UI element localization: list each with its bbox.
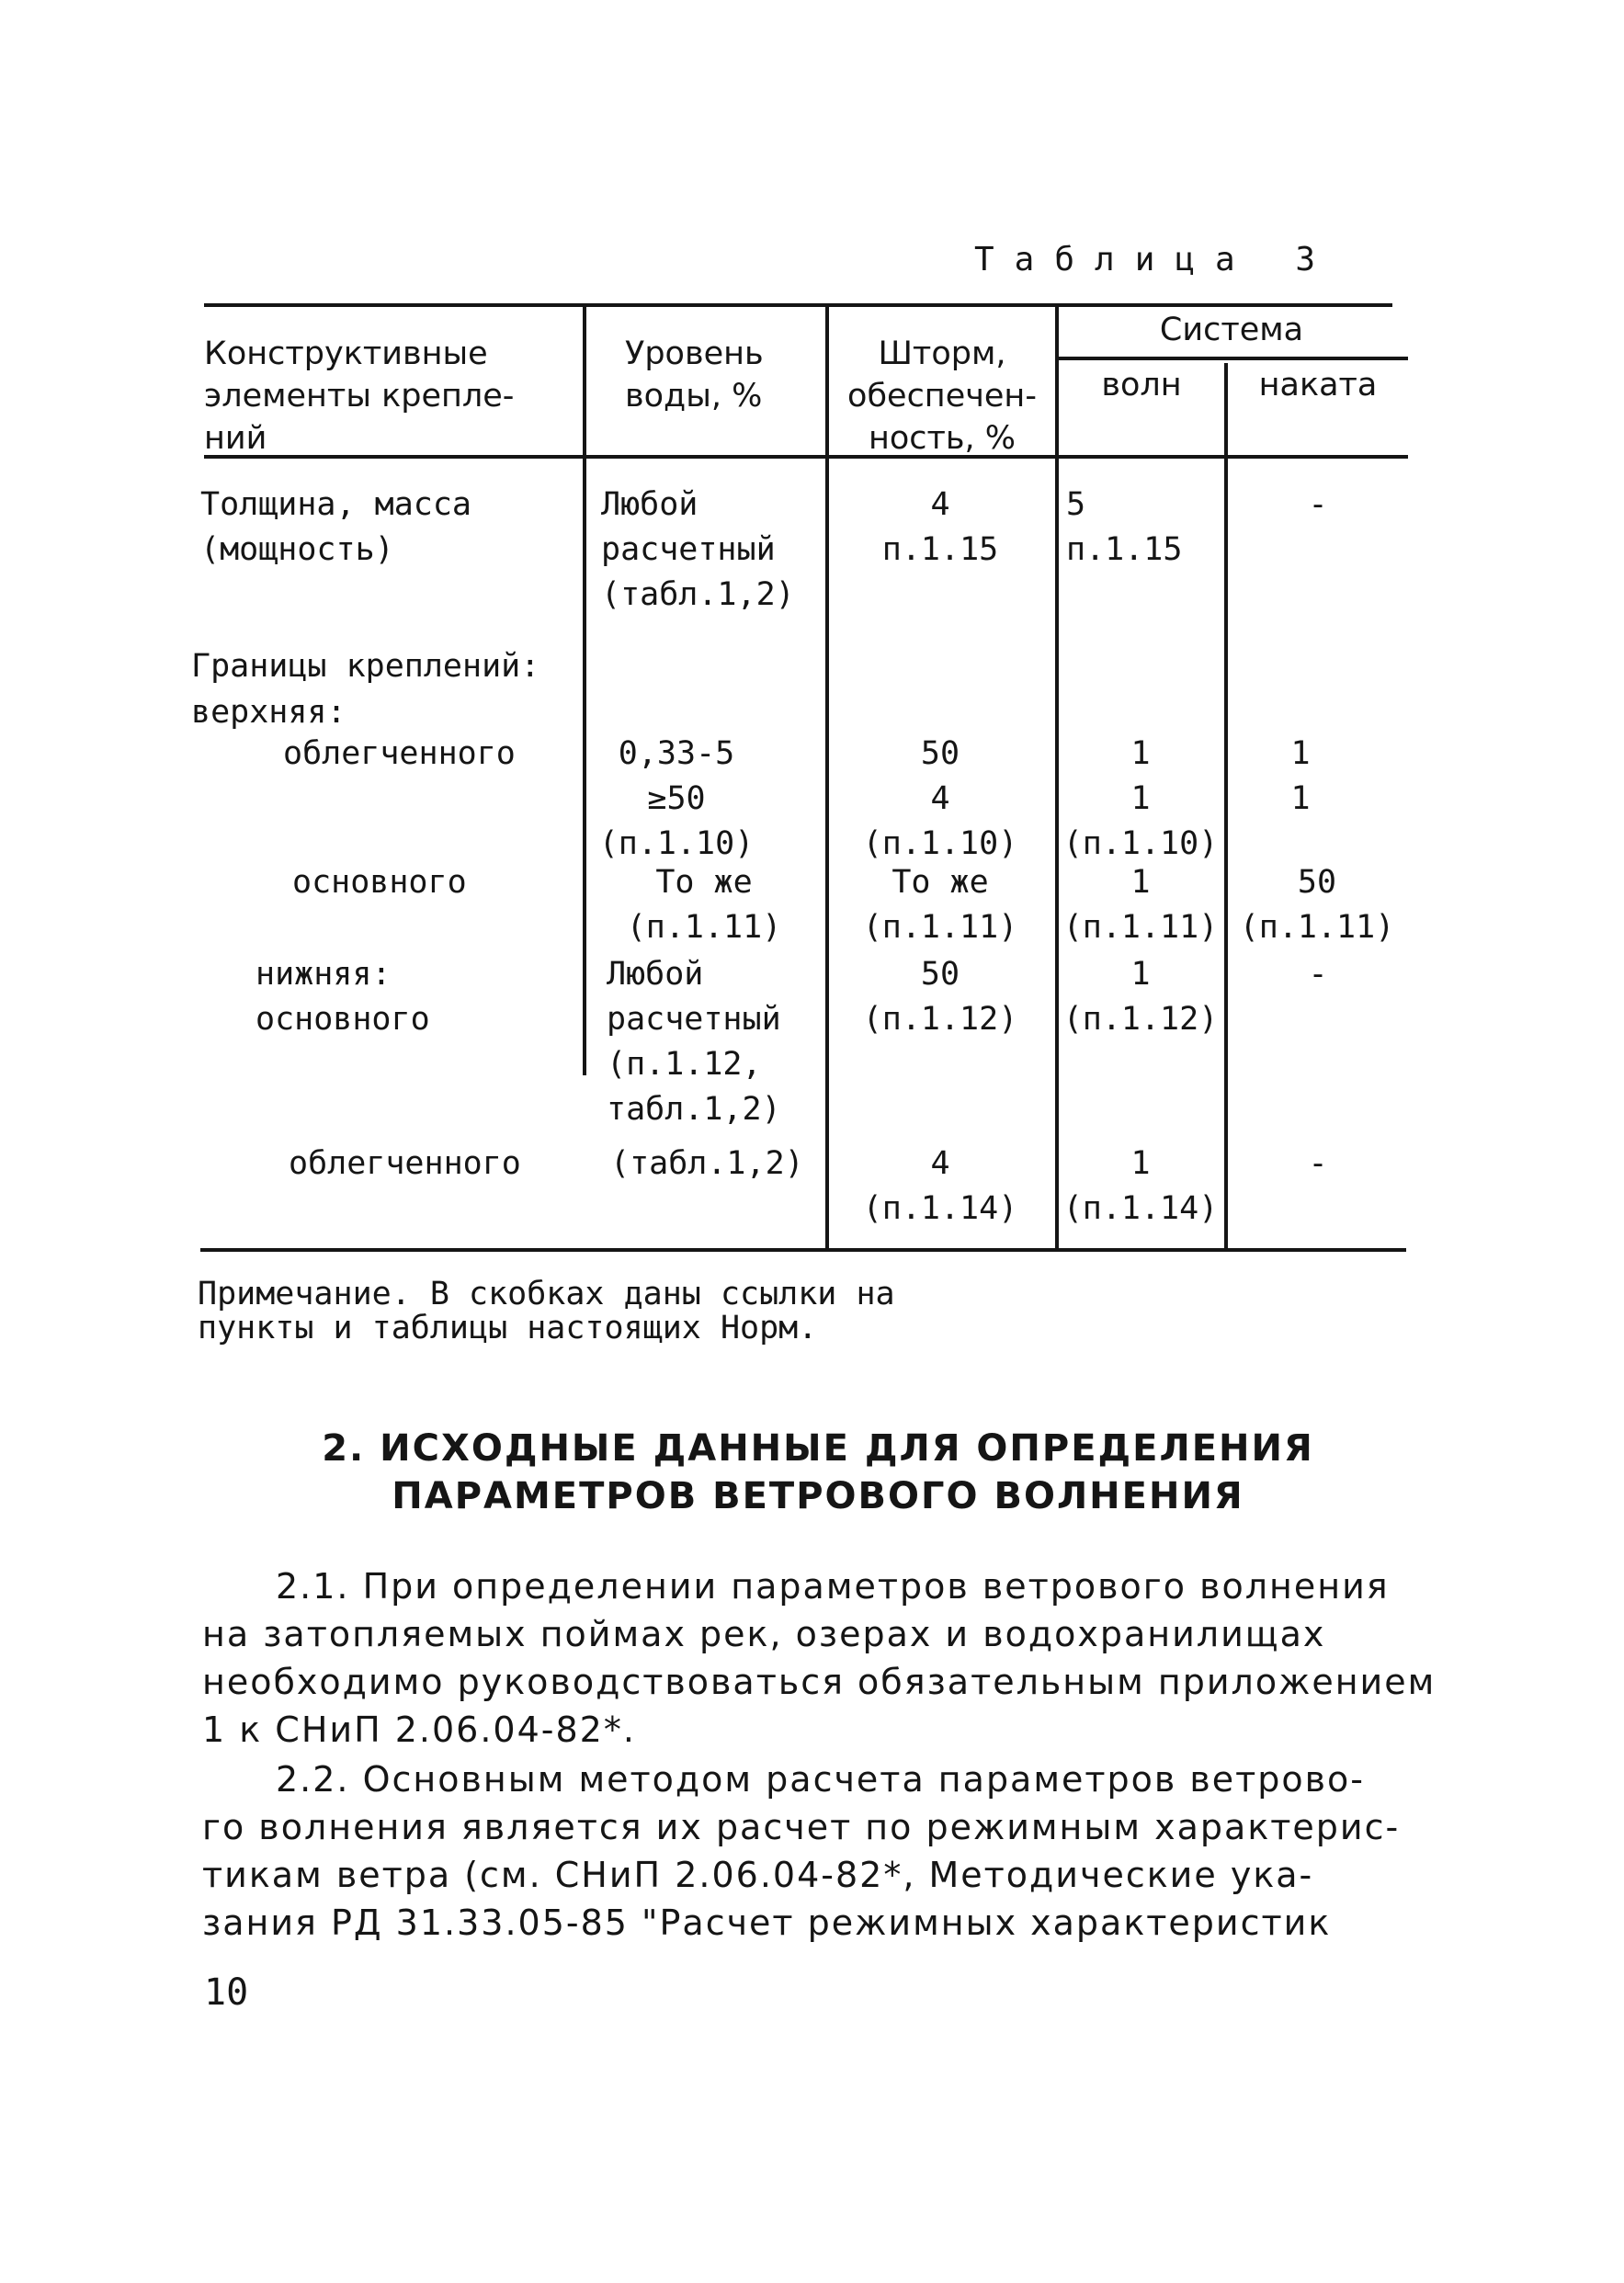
row-thickness-storm: 4 п.1.15 bbox=[881, 486, 999, 568]
paragraph-line: 2.2. Основным методом расчета параметров ветрово- bbox=[276, 1759, 1366, 1800]
header-runup: наката bbox=[1258, 367, 1378, 403]
row-upper-main-name: основного bbox=[292, 864, 467, 901]
row-lower-light-storm: 4 (п.1.14) bbox=[862, 1145, 1018, 1227]
row-thickness-name: Толщина, масса (мощность) bbox=[200, 486, 472, 568]
row-thickness-runup: - bbox=[1308, 486, 1328, 523]
row-lower-main-waves: 1 (п.1.12) bbox=[1062, 956, 1219, 1038]
paragraph-2-2 bbox=[202, 1755, 1452, 1947]
page-number: 10 bbox=[204, 1971, 249, 2014]
system-header-rule bbox=[1057, 357, 1408, 360]
table-title: Таблица 3 bbox=[974, 241, 1336, 278]
row-upper-light-level: 0,33-5 ≥50 (п.1.10) bbox=[598, 735, 755, 862]
column-divider-1 bbox=[583, 303, 586, 1075]
row-upper-light-name: облегченного bbox=[283, 735, 516, 772]
row-thickness-waves: 5 п.1.15 bbox=[1066, 486, 1183, 568]
row-upper-light-storm: 50 4 (п.1.10) bbox=[862, 735, 1018, 862]
header-structural-elements: Конструктивные элементы крепле- ний bbox=[204, 335, 515, 457]
paragraph-line: на затопляемых поймах рек, озерах и водохранилищах bbox=[202, 1614, 1326, 1654]
row-upper-light-runup: 1 1 bbox=[1290, 735, 1311, 817]
header-storm: Шторм, обеспечен- ность, % bbox=[847, 335, 1037, 457]
table-bottom-rule bbox=[200, 1248, 1406, 1252]
table-top-rule bbox=[204, 303, 1392, 307]
row-upper-light-waves: 1 1 (п.1.10) bbox=[1062, 735, 1219, 862]
row-lower-light-name: облегченного bbox=[289, 1145, 521, 1182]
row-upper-main-level: То же (п.1.11) bbox=[626, 864, 782, 946]
row-thickness-level: Любой расчетный (табл.1,2) bbox=[601, 486, 795, 613]
paragraph-2-1 bbox=[202, 1562, 1452, 1754]
row-lower-light-runup: - bbox=[1308, 1145, 1328, 1182]
paragraph-line: тикам ветра (см. СНиП 2.06.04-82*, Методические ука- bbox=[202, 1855, 1314, 1895]
header-waves: волн bbox=[1101, 367, 1182, 403]
row-lower-main-storm: 50 (п.1.12) bbox=[862, 956, 1018, 1038]
paragraph-line: необходимо руководствоваться обязательным приложением bbox=[202, 1662, 1437, 1702]
row-lower-main-runup: - bbox=[1308, 956, 1328, 993]
section-heading-line1: 2. ИСХОДНЫЕ ДАННЫЕ ДЛЯ ОПРЕДЕЛЕНИЯ bbox=[322, 1427, 1314, 1470]
row-lower-light-waves: 1 (п.1.14) bbox=[1062, 1145, 1219, 1227]
row-lower-main-level: Любой расчетный (п.1.12, табл.1,2) bbox=[607, 956, 781, 1128]
paragraph-line: зания РД 31.33.05-85 "Расчет режимных характеристик bbox=[202, 1902, 1332, 1943]
paragraph-line: 1 к СНиП 2.06.04-82*. bbox=[202, 1709, 636, 1750]
paragraph-line: го волнения является их расчет по режимным характерис- bbox=[202, 1807, 1401, 1847]
row-upper-main-waves: 1 (п.1.11) bbox=[1062, 864, 1219, 946]
table-note: Примечание. В скобках даны ссылки на пункты и таблицы настоящих Норм. bbox=[198, 1276, 895, 1346]
section-heading-line2: ПАРАМЕТРОВ ВЕТРОВОГО ВОЛНЕНИЯ bbox=[392, 1475, 1244, 1517]
row-boundaries-name: Границы креплений: верхняя: bbox=[191, 648, 540, 731]
row-upper-main-storm: То же (п.1.11) bbox=[862, 864, 1018, 946]
header-water-level: Уровень воды, % bbox=[625, 335, 764, 415]
header-system: Система bbox=[1159, 312, 1304, 348]
row-lower-main-name: нижняя: основного bbox=[256, 956, 430, 1038]
paragraph-line: 2.1. При определении параметров ветрового волнения bbox=[276, 1566, 1390, 1607]
row-lower-light-level: (табл.1,2) bbox=[610, 1145, 804, 1182]
row-upper-main-runup: 50 (п.1.11) bbox=[1239, 864, 1395, 946]
